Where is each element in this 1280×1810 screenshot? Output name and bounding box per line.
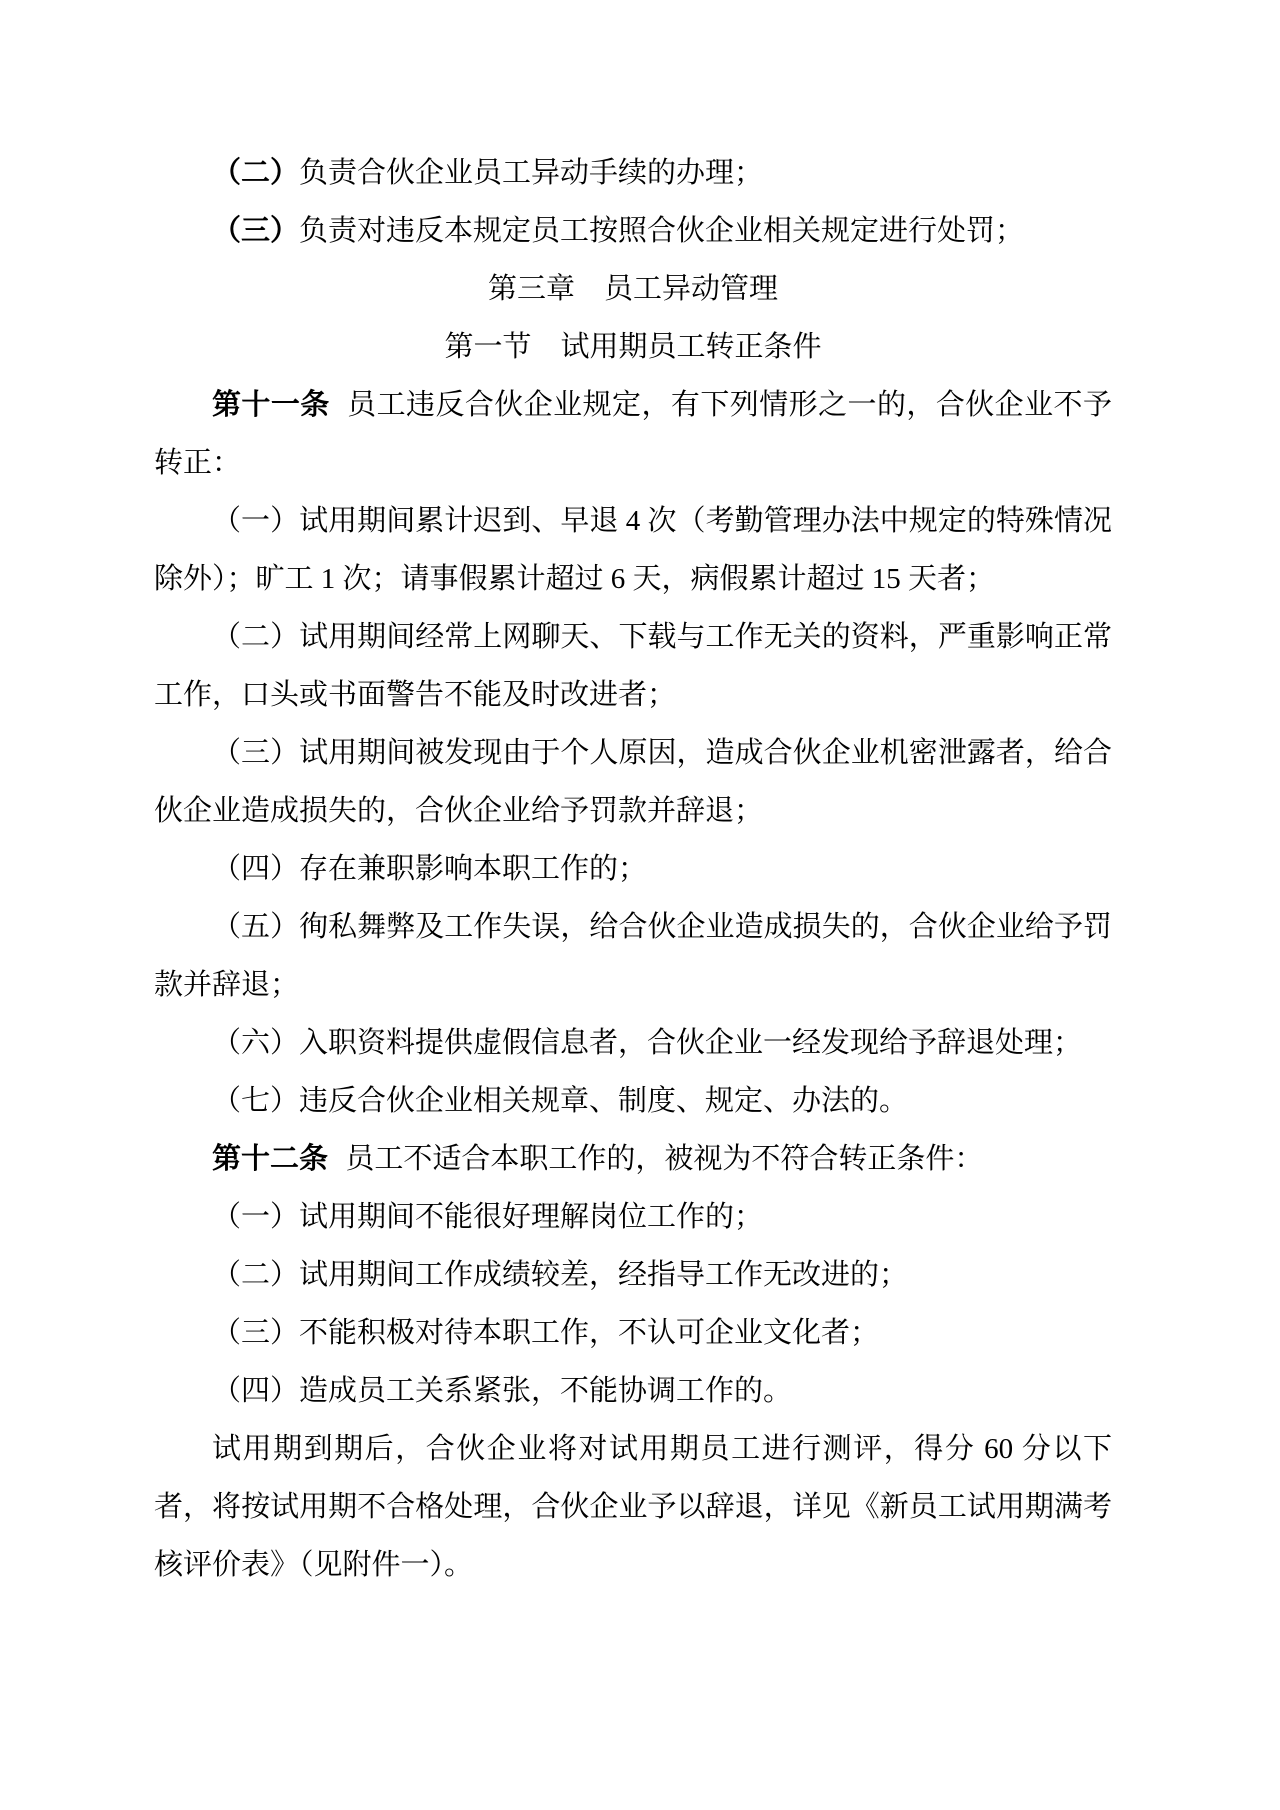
article-paragraph [154,1130,1112,1188]
article-number: 第十一条 [212,389,330,421]
list-item [154,202,1112,260]
article-text: 员工违反合伙企业规定，有下列情形之一的，合伙企业不予转正： [154,389,1112,479]
list-item: （二）试用期间经常上网聊天、下载与工作无关的资料，严重影响正常工作，口头或书面警告不能及时改进者； [154,621,1112,711]
item-text: 负责对违反本规定员工按照合伙企业相关规定进行处罚； [299,215,1025,247]
chapter-heading: 第三章 员工异动管理 [487,273,778,305]
list-item: （三）不能积极对待本职工作，不认可企业文化者； [212,1317,880,1349]
list-item: （一）试用期间不能很好理解岗位工作的； [212,1201,764,1233]
list-item: （七）违反合伙企业相关规章、制度、规定、办法的。 [212,1085,909,1117]
list-item: （三）试用期间被发现由于个人原因，造成合伙企业机密泄露者，给合伙企业造成损失的，合伙企业给予罚款并辞退； [154,737,1112,827]
article-text: 员工不适合本职工作的，被视为不符合转正条件： [345,1143,984,1175]
item-marker: （三） [212,215,300,247]
list-item: （五）徇私舞弊及工作失误，给合伙企业造成损失的，合伙企业给予罚款并辞退； [154,911,1112,1001]
list-item: （四）造成员工关系紧张，不能协调工作的。 [212,1375,793,1407]
list-item: （二）试用期间工作成绩较差，经指导工作无改进的； [212,1259,909,1291]
article-number: 第十二条 [212,1143,329,1175]
document-body [154,144,1112,1594]
closing-paragraph: 试用期到期后，合伙企业将对试用期员工进行测评，得分 60 分以下者，将按试用期不合格处理，合伙企业予以辞退，详见《新员工试用期满考核评价表》（见附件一）。 [154,1433,1112,1581]
list-item: （四）存在兼职影响本职工作的； [212,853,648,885]
list-item [154,144,1112,202]
item-text: 负责合伙企业员工异动手续的办理； [299,157,764,189]
list-item: （六）入职资料提供虚假信息者，合伙企业一经发现给予辞退处理； [212,1027,1083,1059]
section-heading: 第一节 试用期员工转正条件 [444,331,822,363]
item-marker: （二） [212,157,300,189]
article-paragraph [154,376,1112,492]
list-item: （一）试用期间累计迟到、早退 4 次（考勤管理办法中规定的特殊情况除外）；旷工 1 次；请事假累计超过 6 天，病假累计超过 15 天者； [154,505,1112,595]
